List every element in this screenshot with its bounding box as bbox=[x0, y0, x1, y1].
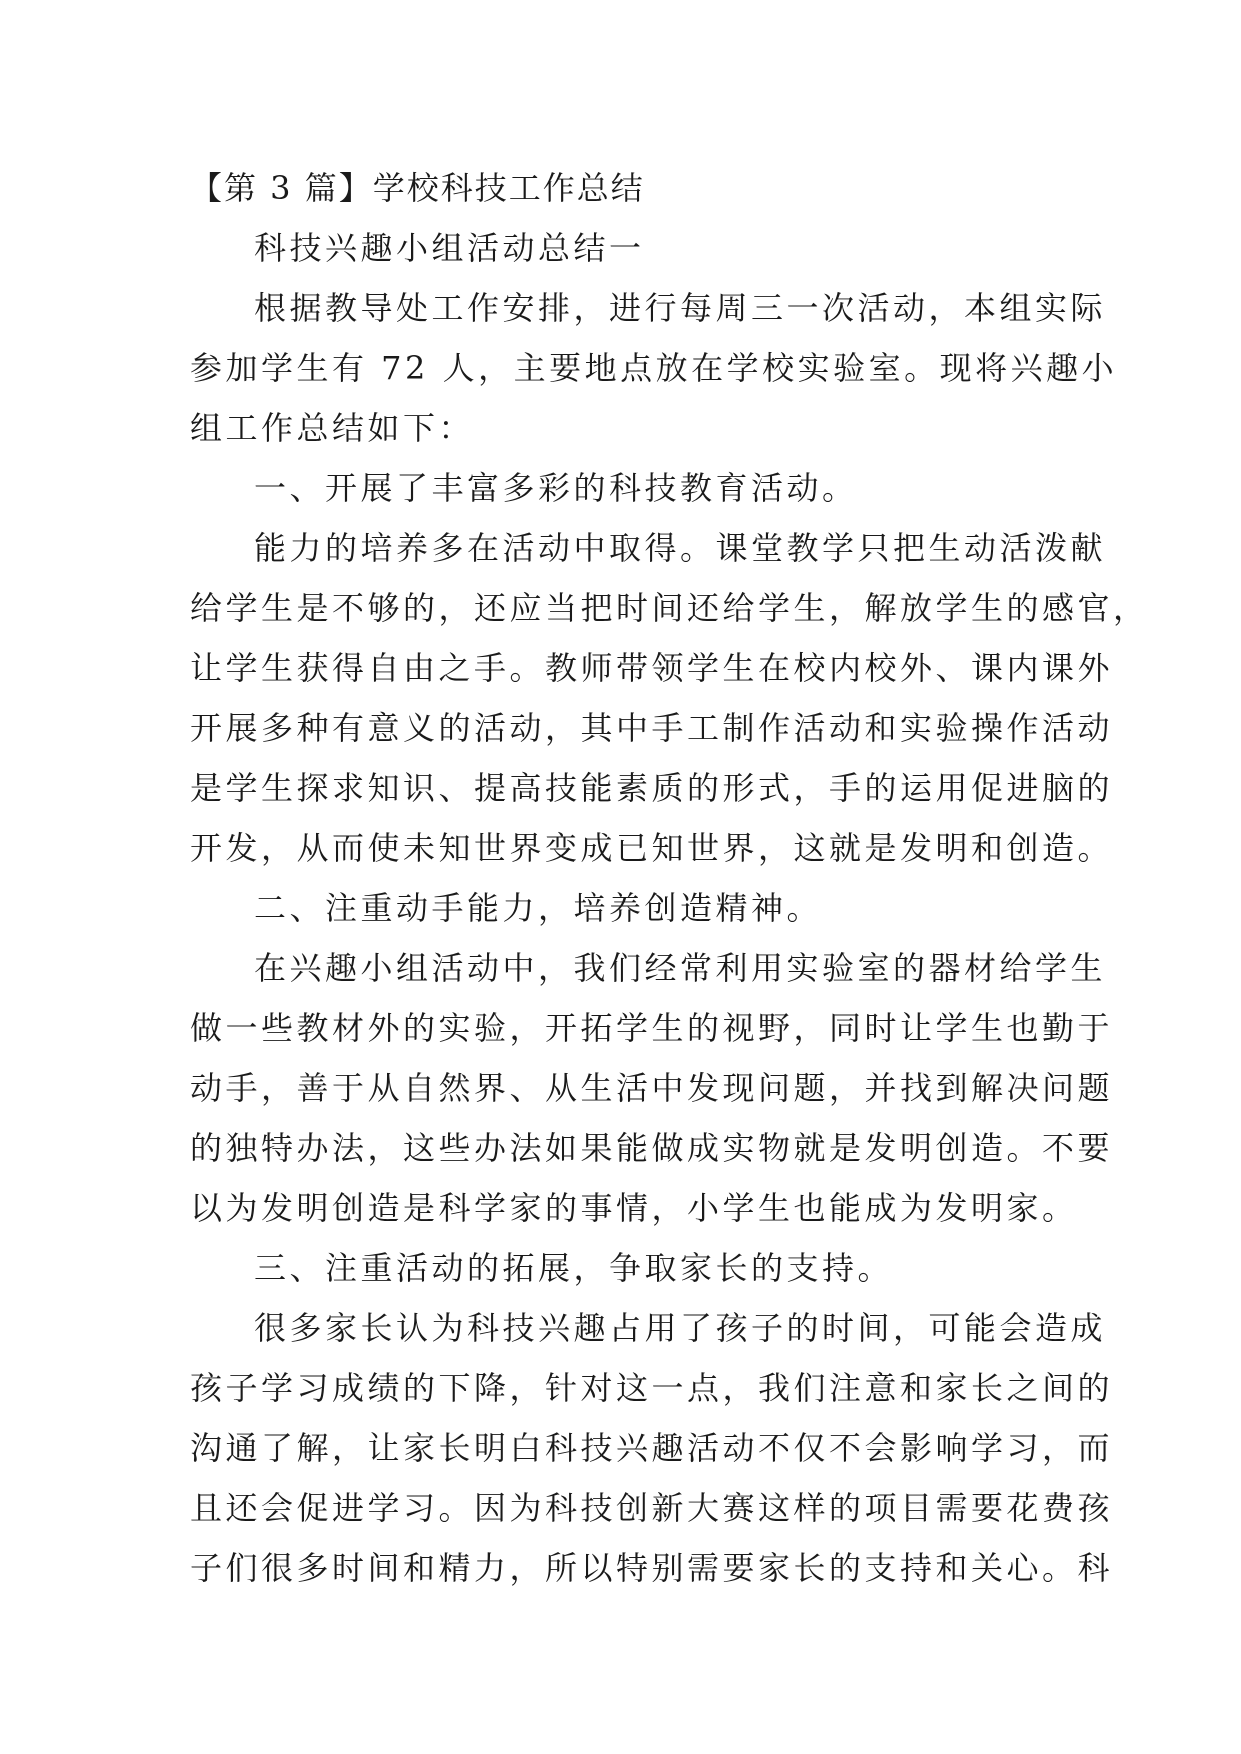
paragraph-line: 很多家长认为科技兴趣占用了孩子的时间，可能会造成 bbox=[254, 1309, 1107, 1347]
paragraph-line: 参加学生有 72 人，主要地点放在学校实验室。现将兴趣小 bbox=[190, 349, 1118, 387]
section-heading: 三、注重活动的拓展，争取家长的支持。 bbox=[254, 1249, 894, 1287]
document-body bbox=[190, 158, 1149, 1598]
paragraph-line: 子们很多时间和精力，所以特别需要家长的支持和关心。科 bbox=[190, 1549, 1114, 1587]
paragraph-line: 组工作总结如下： bbox=[190, 409, 475, 447]
paragraph-line: 是学生探求知识、提高技能素质的形式，手的运用促进脑的 bbox=[190, 769, 1114, 807]
document-title: 【第 3 篇】学校科技工作总结 bbox=[190, 169, 645, 207]
paragraph-line: 的独特办法，这些办法如果能做成实物就是发明创造。不要 bbox=[190, 1129, 1114, 1167]
paragraph-line: 让学生获得自由之手。教师带领学生在校内校外、课内课外 bbox=[190, 649, 1114, 687]
paragraph-line: 且还会促进学习。因为科技创新大赛这样的项目需要花费孩 bbox=[190, 1489, 1114, 1527]
paragraph-line: 沟通了解，让家长明白科技兴趣活动不仅不会影响学习，而 bbox=[190, 1429, 1114, 1467]
paragraph-line: 做一些教材外的实验，开拓学生的视野，同时让学生也勤于 bbox=[190, 1009, 1114, 1047]
paragraph-line: 动手，善于从自然界、从生活中发现问题，并找到解决问题 bbox=[190, 1069, 1114, 1107]
paragraph-line: 以为发明创造是科学家的事情，小学生也能成为发明家。 bbox=[190, 1189, 1078, 1227]
paragraph-line: 孩子学习成绩的下降，针对这一点，我们注意和家长之间的 bbox=[190, 1369, 1114, 1407]
paragraph-line: 根据教导处工作安排，进行每周三一次活动，本组实际 bbox=[254, 289, 1107, 327]
paragraph-line: 能力的培养多在活动中取得。课堂教学只把生动活泼献 bbox=[254, 529, 1107, 567]
document-subtitle: 科技兴趣小组活动总结一 bbox=[254, 229, 645, 267]
paragraph-line: 给学生是不够的，还应当把时间还给学生，解放学生的感官， bbox=[190, 589, 1149, 627]
paragraph-line: 开发，从而使未知世界变成已知世界，这就是发明和创造。 bbox=[190, 829, 1114, 867]
section-heading: 二、注重动手能力，培养创造精神。 bbox=[254, 889, 823, 927]
paragraph-line: 开展多种有意义的活动，其中手工制作活动和实验操作活动 bbox=[190, 709, 1114, 747]
section-heading: 一、开展了丰富多彩的科技教育活动。 bbox=[254, 469, 858, 507]
paragraph-line: 在兴趣小组活动中，我们经常利用实验室的器材给学生 bbox=[254, 949, 1107, 987]
